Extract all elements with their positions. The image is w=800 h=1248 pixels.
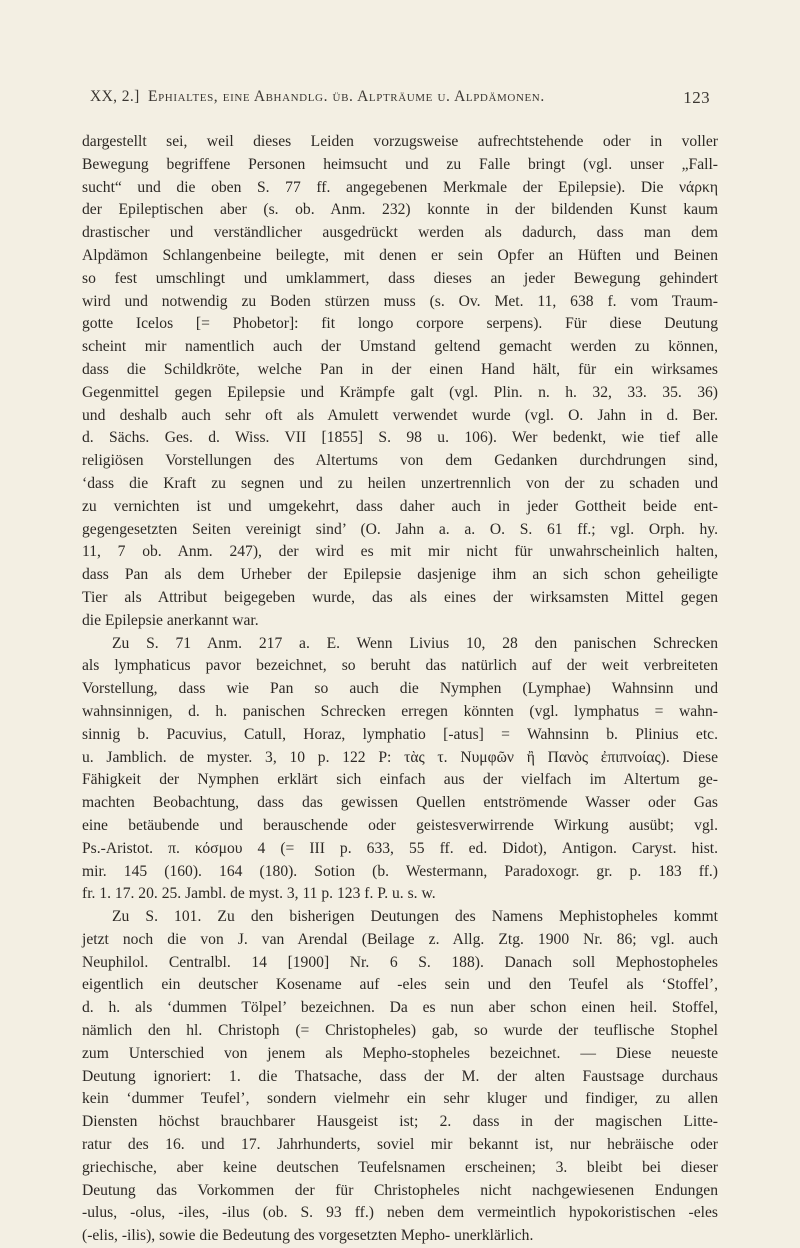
text-line: nämlich den hl. Christoph (= Christopheles) gab, so wurde der teuflische Stophel bbox=[82, 1022, 718, 1040]
paragraph-end-line: (-elis, -ilis), sowie die Bedeutung des vorgesetzten Mepho- unerklärlich. bbox=[82, 1227, 534, 1245]
paragraph-end-line: fr. 1. 17. 20. 25. Jambl. de myst. 3, 11 p. 123 f. P. u. s. w. bbox=[82, 885, 436, 903]
text-line: gotte Icelos [= Phobetor]: fit longo corpore serpens). Für diese Deutung bbox=[82, 315, 718, 333]
text-line: dass Pan als dem Urheber der Epilepsie dasjenige ihm an sich schon geheiligte bbox=[82, 566, 718, 584]
text-line: zum Unterschied von jenem als Mepho-stopheles bezeichnet. — Diese neueste bbox=[82, 1044, 718, 1062]
text-line: und deshalb auch sehr oft als Amulett verwendet wurde (vgl. O. Jahn in d. Ber. bbox=[82, 406, 718, 424]
text-line: Ps.-Aristot. π. κόσμου 4 (= III p. 633, 55 ff. ed. Didot), Antigon. Caryst. hist. bbox=[82, 839, 718, 857]
text-line: mir. 145 (160). 164 (180). Sotion (b. Westermann, Paradoxogr. gr. p. 183 ff.) bbox=[82, 862, 718, 880]
text-line: drastischer und verständlicher ausgedrückt werden als dadurch, dass man dem bbox=[82, 224, 718, 242]
text-line: Gegenmittel gegen Epilepsie und Krämpfe galt (vgl. Plin. n. h. 32, 33. 35. 36) bbox=[82, 383, 718, 401]
body-text bbox=[82, 131, 718, 1248]
text-line: eigentlich ein deutscher Kosename auf -eles sein und den Teufel als ‘Stoffel’, bbox=[82, 976, 718, 994]
text-line: Diensten höchst brauchbarer Hausgeist ist; 2. dass in der magischen Litte- bbox=[82, 1113, 718, 1131]
text-line: eine betäubende und berauschende oder geistesverwirrende Wirkung ausübt; vgl. bbox=[82, 816, 718, 834]
text-line: Alpdämon Schlangenbeine beilegte, mit denen er sein Opfer an Hüften und Beinen bbox=[82, 246, 718, 264]
paragraph-start-line: Zu S. 101. Zu den bisherigen Deutungen des Namens Mephistopheles kommt bbox=[112, 908, 718, 926]
text-line: wird und notwendig zu Boden stürzen muss (s. Ov. Met. 11, 638 f. vom Traum- bbox=[82, 292, 718, 310]
text-line: dargestellt sei, weil dieses Leiden vorzugsweise aufrechtstehende oder in voller bbox=[82, 133, 718, 150]
text-line: Bewegung begriffene Personen heimsucht und zu Falle bringt (vgl. unser „Fall- bbox=[82, 155, 718, 173]
text-line: der Epileptischen aber (s. ob. Anm. 232) konnte in der bildenden Kunst kaum bbox=[82, 201, 718, 219]
text-line: sinnig b. Pacuvius, Catull, Horaz, lymphatio [-atus] = Wahnsinn b. Plinius etc. bbox=[82, 725, 718, 743]
text-line: griechische, aber keine deutschen Teufelsnamen erscheinen; 3. bleibt bei dieser bbox=[82, 1158, 718, 1176]
text-line: dass die Schildkröte, welche Pan in der einen Hand hält, für ein wirksames bbox=[82, 360, 718, 378]
text-line: kein ‘dummer Teufel’, sondern vielmehr ein sehr kluger und findiger, zu allen bbox=[82, 1090, 718, 1108]
text-line: religiösen Vorstellungen des Altertums von dem Gedanken durchdrungen sind, bbox=[82, 452, 718, 470]
text-line: als lymphaticus pavor bezeichnet, so beruht das natürlich auf der weit verbreiteten bbox=[82, 657, 718, 675]
text-line: d. Sächs. Ges. d. Wiss. VII [1855] S. 98 u. 106). Wer bedenkt, wie tief alle bbox=[82, 429, 718, 447]
text-line: Fähigkeit der Nymphen erklärt sich einfach aus der vielfach im Altertum ge- bbox=[82, 771, 718, 789]
text-line: scheint mir namentlich auch der Umstand geltend gemacht werden zu können, bbox=[82, 338, 718, 356]
text-line: Neuphilol. Centralbl. 14 [1900] Nr. 6 S. 188). Danach soll Mephostopheles bbox=[82, 953, 718, 971]
page-number: 123 bbox=[683, 88, 710, 107]
text-line: ratur des 16. und 17. Jahrhunderts, soviel mir bekannt ist, nur hebräische oder bbox=[82, 1136, 718, 1154]
text-line: machten Beobachtung, dass das gewissen Quellen entströmende Wasser oder Gas bbox=[82, 794, 718, 812]
paragraph-start-line: Zu S. 71 Anm. 217 a. E. Wenn Livius 10, 28 den panischen Schrecken bbox=[112, 634, 718, 652]
text-line: gegengesetzten Seiten vereinigt sind’ (O. Jahn a. a. O. S. 61 ff.; vgl. Orph. hy. bbox=[82, 520, 718, 538]
text-line: Deutung das Vorkommen der für Christopheles nicht nachgewiesenen Endungen bbox=[82, 1181, 718, 1199]
running-header bbox=[90, 88, 710, 110]
text-line: Vorstellung, dass wie Pan so auch die Nymphen (Lymphae) Wahnsinn und bbox=[82, 680, 718, 698]
text-line: d. h. als ‘dummen Tölpel’ bezeichnen. Da es nun aber schon einen heil. Stoffel, bbox=[82, 999, 718, 1017]
running-title: Ephialtes, eine Abhandlg. üb. Alpträume u. Alpdämonen. bbox=[148, 88, 545, 105]
text-line: jetzt noch die von J. van Arendal (Beilage z. Allg. Ztg. 1900 Nr. 86; vgl. auch bbox=[82, 930, 718, 948]
text-line: 11, 7 ob. Anm. 247), der wird es mit mir nicht für unwahrscheinlich halten, bbox=[82, 543, 718, 561]
text-line: wahnsinnigen, d. h. panischen Schrecken erregen könnten (vgl. lymphatus = wahn- bbox=[82, 702, 718, 720]
chapter-reference: XX, 2.] bbox=[90, 88, 140, 105]
text-line: sucht“ und die oben S. 77 ff. angegebenen Merkmale der Epilepsie). Die νάρκη bbox=[82, 178, 718, 196]
text-line: so fest umschlingt und umklammert, dass dieses an jeder Bewegung gehindert bbox=[82, 269, 718, 287]
text-line: Deutung ignoriert: 1. die Thatsache, dass der M. der alten Faustsage durchaus bbox=[82, 1067, 718, 1085]
text-line: u. Jamblich. de myster. 3, 10 p. 122 P: τὰς τ. Νυμφῶν ἢ Πανὸς ἐπιπνοίας). Diese bbox=[82, 748, 718, 766]
paragraph-end-line: die Epilepsie anerkannt war. bbox=[82, 611, 259, 629]
text-line: Tier als Attribut beigegeben wurde, das als eines der wirksamsten Mittel gegen bbox=[82, 588, 718, 606]
text-line: -ulus, -olus, -iles, -ilus (ob. S. 93 ff.) neben dem vermeintlich hypokoristischen -eles bbox=[82, 1204, 718, 1222]
text-line: zu vernichten ist und umgekehrt, dass daher auch in jeder Gottheit beide ent- bbox=[82, 497, 718, 515]
text-line: ‘dass die Kraft zu segnen und zu heilen unzertrennlich von der zu schaden und bbox=[82, 474, 718, 492]
